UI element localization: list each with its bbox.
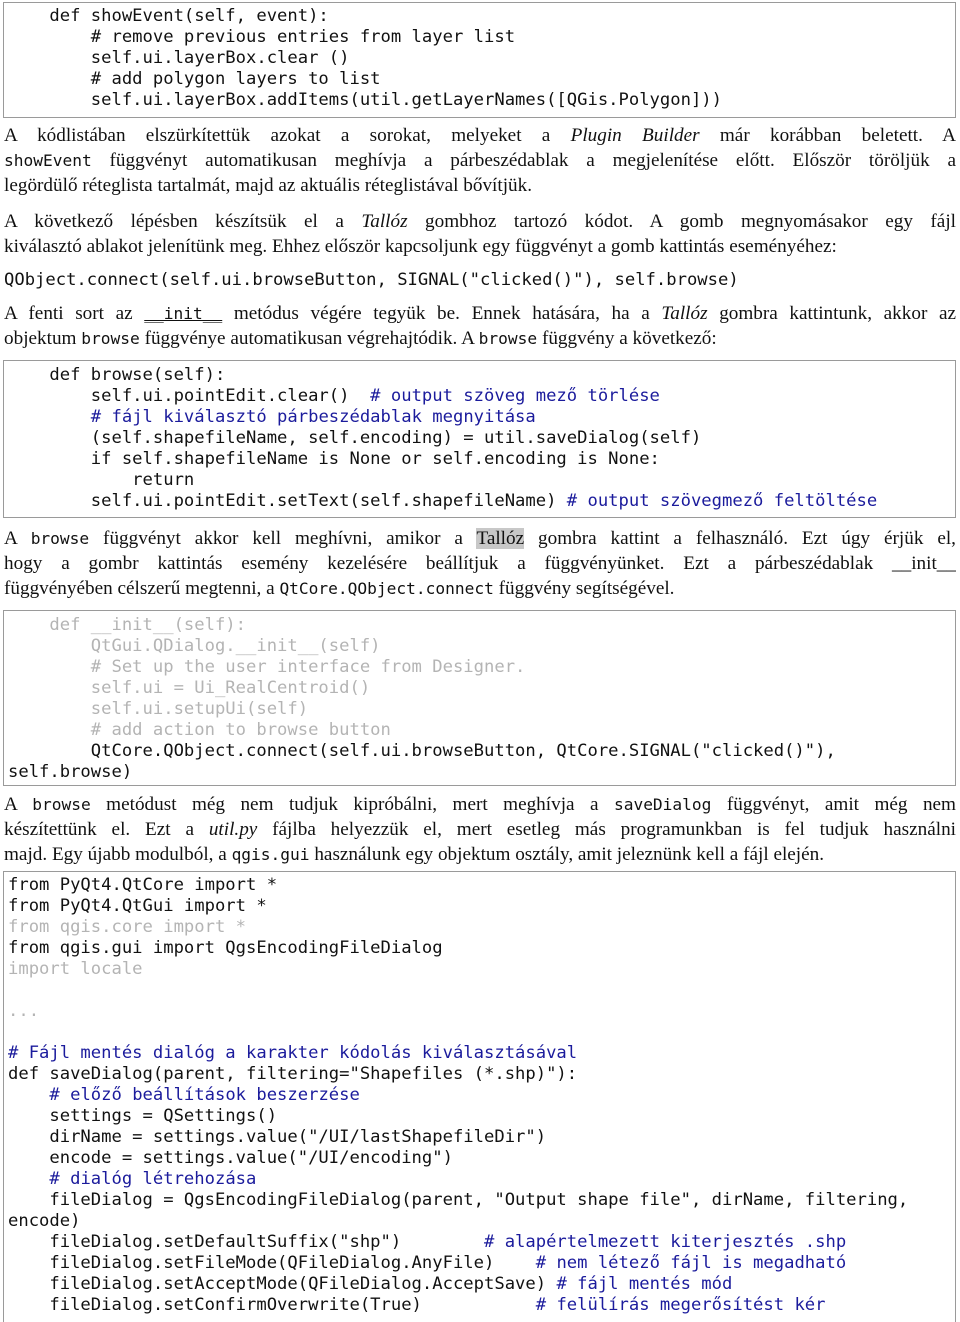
highlighted-word: Tallóz	[476, 528, 525, 549]
code-line: dirName = settings.value("/UI/lastShapefileDir")	[8, 1127, 547, 1147]
text-line: A browse függvényt akkor kell meghívni, amikor a Tallóz gombra kattint a felhasználó. Ezt úgy érjük el,	[4, 528, 956, 549]
code-line: fileDialog.setFileMode(QFileDialog.AnyFile) # nem létező fájl is megadható	[8, 1253, 847, 1273]
code-line: from PyQt4.QtGui import *	[8, 896, 267, 916]
text-line: A fenti sort az __init__ metódus végére tegyük be. Ennek hatására, ha a Tallóz gombra kattintunk, akkor az	[4, 303, 956, 324]
code-line: def saveDialog(parent, filtering="Shapefiles (*.shp)"):	[8, 1064, 578, 1084]
text-line: A kódlistában elszürkítettük azokat a sorokat, melyeket a Plugin Builder már korábban beletett. A	[4, 125, 956, 146]
code-line: self.ui.pointEdit.setText(self.shapefileName) # output szövegmező feltöltése	[8, 491, 878, 511]
code-block-util	[3, 871, 956, 1322]
text-line: hogy a gombr kattintás esemény kezelésére beállítjuk a függvényünket. Ezt a párbeszédablak __init__	[4, 553, 956, 574]
code-line: # Fájl mentés dialóg a karakter kódolás kiválasztásával	[8, 1043, 578, 1063]
code-line: self.ui.pointEdit.clear() # output szöveg mező törlése	[8, 386, 660, 406]
code-line: ...	[8, 1001, 40, 1021]
code-line: # dialóg létrehozása	[49, 1169, 257, 1189]
code-line: # remove previous entries from layer list	[8, 27, 516, 47]
text-line: majd. Egy újabb modulból, a qgis.gui használunk egy objektum osztály, amit jeleznünk kell a fájl elején.	[4, 844, 825, 865]
code-line: def __init__(self):	[8, 615, 246, 635]
code-line: settings = QSettings()	[8, 1106, 278, 1126]
text-line: függvényében célszerű megtenni, a QtCore.QObject.connect függvény segítségével.	[4, 578, 675, 599]
code-line: fileDialog = QgsEncodingFileDialog(parent, "Output shape file", dirName, filtering,	[8, 1190, 909, 1210]
code-line: fileDialog.setDefaultSuffix("shp") # alapértelmezett kiterjesztés .shp	[8, 1232, 847, 1252]
code-line: return	[8, 470, 195, 490]
text-line: objektum browse függvénye automatikusan végrehajtódik. A browse függvény a következő:	[4, 328, 717, 349]
code-line: # Set up the user interface from Designer.	[8, 657, 526, 677]
code-inline-line: QObject.connect(self.ui.browseButton, SIGNAL("clicked()"), self.browse)	[4, 270, 739, 290]
code-line: (self.shapefileName, self.encoding) = util.saveDialog(self)	[8, 428, 702, 448]
code-line: self.browse)	[8, 762, 133, 782]
text-line: A következő lépésben készítsük el a Tallóz gombhoz tartozó kódot. A gomb megnyomásakor egy fájl	[4, 211, 956, 232]
code-line: self.ui.setupUi(self)	[8, 699, 309, 719]
code-line: QtCore.QObject.connect(self.ui.browseButton, QtCore.SIGNAL("clicked()"),	[8, 741, 836, 761]
code-line: if self.shapefileName is None or self.encoding is None:	[8, 449, 660, 469]
code-line: # előző beállítások beszerzése	[49, 1085, 360, 1105]
code-line: self.ui.layerBox.clear ()	[8, 48, 350, 68]
code-block-show-event	[3, 2, 956, 118]
code-line: QtGui.QDialog.__init__(self)	[8, 636, 381, 656]
text-line: legördülő réteglista tartalmát, majd az aktuális réteglistával bővítjük.	[4, 175, 533, 196]
code-line: # add polygon layers to list	[8, 69, 381, 89]
code-line: from PyQt4.QtCore import *	[8, 875, 278, 895]
text-line: készítettünk el. Ezt a util.py fájlba helyezzük el, mert esetleg más programunkban is fel tudjuk használni	[4, 819, 956, 840]
code-line: fileDialog.setConfirmOverwrite(True) # felülírás megerősítést kér	[8, 1295, 826, 1315]
code-line: # add action to browse button	[8, 720, 391, 740]
code-block-browse	[3, 360, 956, 518]
code-line: from qgis.core import *	[8, 917, 246, 937]
code-line: encode)	[8, 1211, 81, 1231]
code-line: from qgis.gui import QgsEncodingFileDialog	[8, 938, 443, 958]
code-line: def showEvent(self, event):	[8, 6, 329, 26]
code-line: fileDialog.setAcceptMode(QFileDialog.AcceptSave) # fájl mentés mód	[8, 1274, 733, 1294]
code-line: self.ui = Ui_RealCentroid()	[8, 678, 371, 698]
code-line: encode = settings.value("/UI/encoding")	[8, 1148, 453, 1168]
code-line: # fájl kiválasztó párbeszédablak megnyitása	[90, 407, 536, 427]
text-line: kiválasztó ablakot jelenítünk meg. Ehhez először kapcsoljunk egy függvényt a gomb kattintás eseményéhez:	[4, 236, 837, 257]
code-line: def browse(self):	[8, 365, 226, 385]
text-line: A browse metódust még nem tudjuk kipróbálni, mert meghívja a saveDialog függvényt, amit még nem	[4, 794, 956, 815]
code-block-init	[3, 610, 956, 786]
text-line: showEvent függvényt automatikusan meghívja a párbeszédablak a megjelenítése előtt. Először töröljük a	[4, 150, 956, 171]
code-line: self.ui.layerBox.addItems(util.getLayerNames([QGis.Polygon]))	[8, 90, 722, 110]
code-line: import locale	[8, 959, 143, 979]
